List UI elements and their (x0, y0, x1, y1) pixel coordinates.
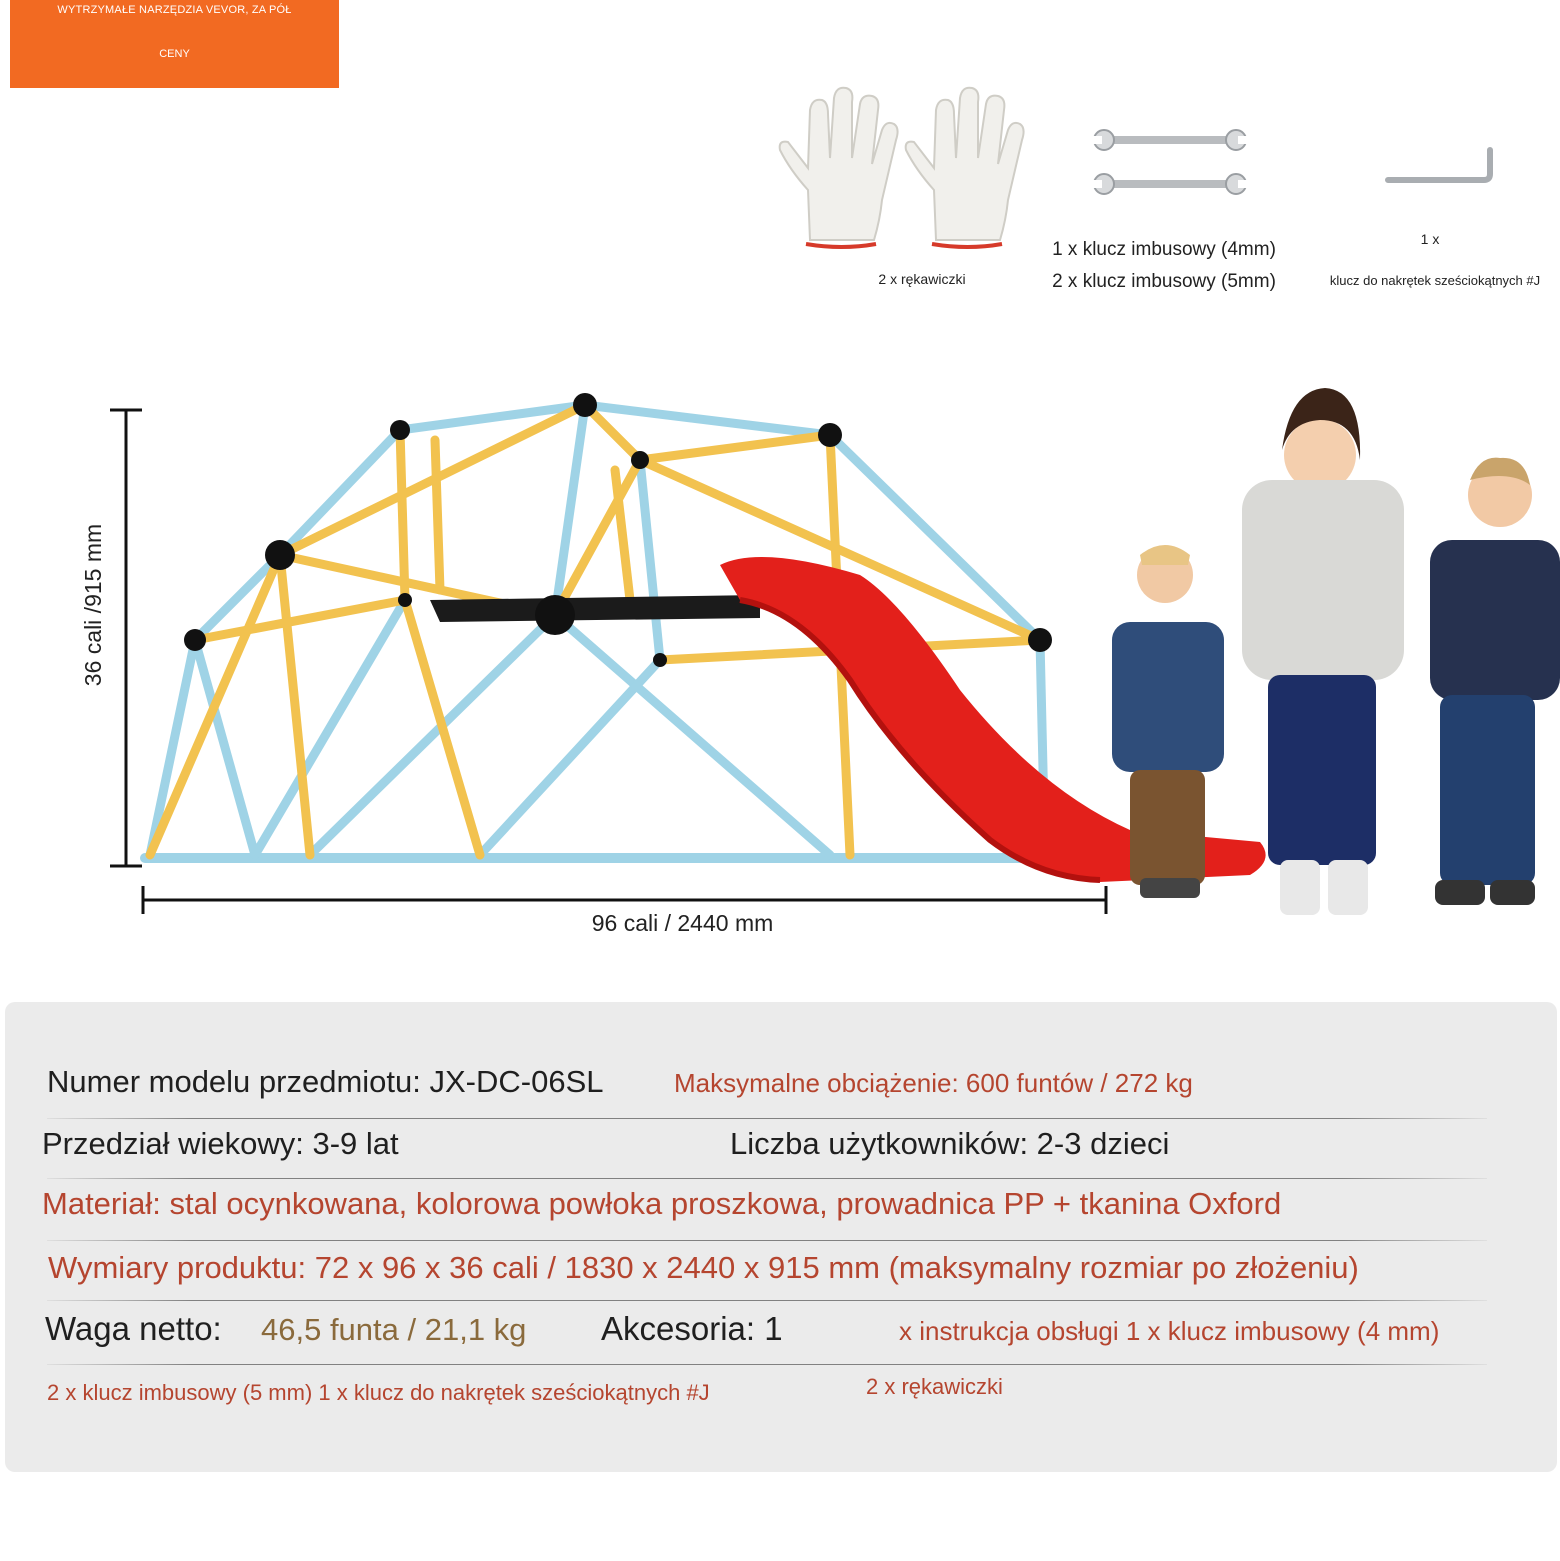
gloves-label: 2 x rękawiczki (878, 271, 966, 287)
allen-4mm-label: 1 x klucz imbusowy (4mm) (1052, 239, 1276, 260)
spec-weight-value: 46,5 funta / 21,1 kg (261, 1312, 527, 1347)
spec-divider (47, 1178, 1487, 1179)
banner-line2: CENY (159, 48, 190, 60)
spec-accessories-label: Akcesoria: 1 (601, 1310, 783, 1347)
gloves-icon (770, 80, 1050, 260)
spec-divider (47, 1240, 1487, 1241)
hex-qty-label: 1 x (1420, 231, 1440, 247)
promo-banner (10, 0, 339, 88)
spec-weight-label: Waga netto: (45, 1310, 222, 1347)
dome-climber-illustration (0, 360, 1560, 940)
spec-age: Przedział wiekowy: 3-9 lat (42, 1126, 399, 1161)
spec-panel (5, 1002, 1557, 1472)
spec-divider (47, 1300, 1487, 1301)
allen-wrench-icon (1090, 120, 1250, 210)
spec-accessories-line1: x instrukcja obsługi 1 x klucz imbusowy (4 mm) (899, 1316, 1440, 1346)
hex-key-icon (1380, 140, 1500, 190)
banner-line1: WYTRZYMAŁE NARZĘDZIA VEVOR, ZA PÓŁ (57, 4, 292, 16)
spec-users: Liczba użytkowników: 2-3 dzieci (730, 1126, 1170, 1161)
hex-key-label: klucz do nakrętek sześciokątnych #J (1329, 273, 1541, 288)
spec-accessories-line2: 2 x klucz imbusowy (5 mm) 1 x klucz do nakrętek sześciokątnych #J (47, 1380, 710, 1405)
spec-divider (47, 1364, 1487, 1365)
width-dimension-label: 96 cali / 2440 mm (591, 910, 774, 936)
spec-model: Numer modelu przedmiotu: JX-DC-06SL (47, 1064, 604, 1099)
allen-5mm-label: 2 x klucz imbusowy (5mm) (1052, 271, 1276, 292)
height-dimension-label: 36 cali /915 mm (80, 523, 106, 687)
spec-material: Materiał: stal ocynkowana, kolorowa powłoka proszkowa, prowadnica PP + tkanina Oxford (42, 1186, 1282, 1221)
spec-dimensions: Wymiary produktu: 72 x 96 x 36 cali / 1830 x 2440 x 915 mm (maksymalny rozmiar po złożeniu) (48, 1250, 1359, 1285)
spec-accessories-line3: 2 x rękawiczki (866, 1374, 1003, 1399)
spec-divider (47, 1118, 1487, 1119)
spec-max-load: Maksymalne obciążenie: 600 funtów / 272 kg (674, 1068, 1193, 1098)
